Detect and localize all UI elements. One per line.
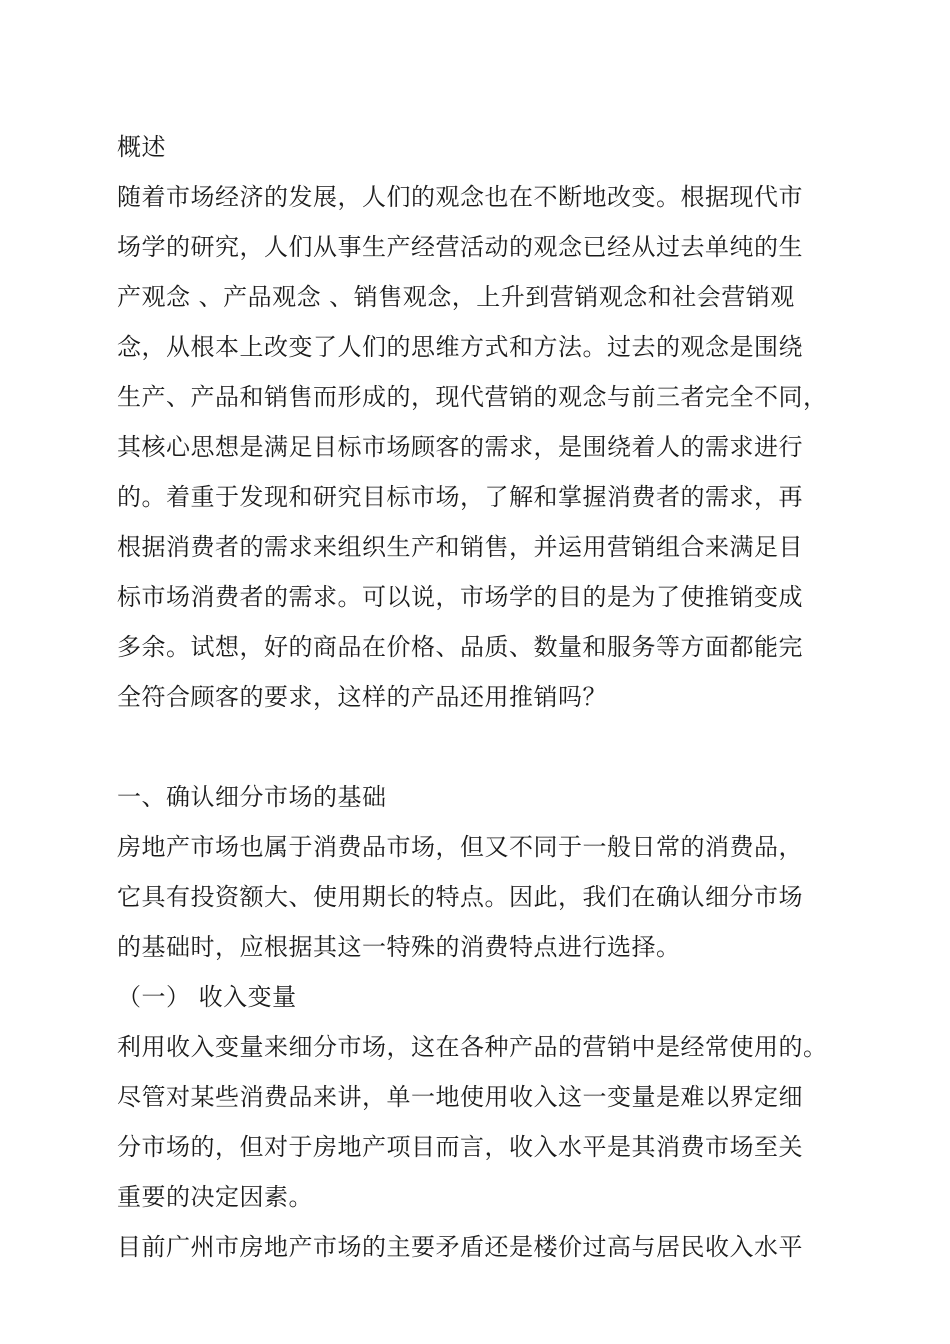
document-body (117, 122, 852, 1272)
text-line: 分市场的，但对于房地产项目而言，收入水平是其消费市场至关 (117, 1133, 803, 1161)
continuing-paragraph (117, 1222, 852, 1272)
text-line: 重要的决定因素。 (117, 1183, 313, 1211)
text-line: 房地产市场也属于消费品市场，但又不同于一般日常的消费品， (117, 833, 803, 861)
text-line: 全符合顾客的要求，这样的产品还用推销吗？ (117, 683, 607, 711)
text-line: 标市场消费者的需求。可以说，市场学的目的是为了使推销变成 (117, 583, 803, 611)
text-line: 场学的研究，人们从事生产经营活动的观念已经从过去单纯的生 (117, 233, 803, 261)
section-paragraph (117, 822, 852, 972)
text-line: 念，从根本上改变了人们的思维方式和方法。过去的观念是围绕 (117, 333, 803, 361)
text-line: 随着市场经济的发展，人们的观念也在不断地改变。根据现代市 (117, 183, 803, 211)
heading-text: （一） 收入变量 (117, 983, 297, 1011)
text-line: 生产、产品和销售而形成的，现代营销的观念与前三者完全不同， (117, 383, 828, 411)
heading-text: 概述 (117, 133, 166, 161)
blank-line (117, 722, 852, 772)
text-line: 目前广州市房地产市场的主要矛盾还是楼价过高与居民收入水平 (117, 1233, 803, 1261)
heading-text: 一、确认细分市场的基础 (117, 783, 387, 811)
text-line: 它具有投资额大、使用期长的特点。因此，我们在确认细分市场 (117, 883, 803, 911)
text-line: 其核心思想是满足目标市场顾客的需求，是围绕着人的需求进行 (117, 433, 803, 461)
text-line: 尽管对某些消费品来讲，单一地使用收入这一变量是难以界定细 (117, 1083, 803, 1111)
text-line: 产观念 、产品观念 、销售观念，上升到营销观念和社会营销观 (117, 283, 795, 311)
text-line: 根据消费者的需求来组织生产和销售，并运用营销组合来满足目 (117, 533, 803, 561)
subsection-heading (117, 972, 852, 1022)
overview-heading (117, 122, 852, 172)
overview-paragraph (117, 172, 852, 722)
subsection-paragraph (117, 1022, 852, 1222)
text-line: 的。着重于发现和研究目标市场，了解和掌握消费者的需求，再 (117, 483, 803, 511)
text-line: 的基础时，应根据其这一特殊的消费特点进行选择。 (117, 933, 681, 961)
text-line: 利用收入变量来细分市场，这在各种产品的营销中是经常使用的。 (117, 1033, 828, 1061)
text-line: 多余。试想，好的商品在价格、品质、数量和服务等方面都能完 (117, 633, 803, 661)
section-heading (117, 772, 852, 822)
